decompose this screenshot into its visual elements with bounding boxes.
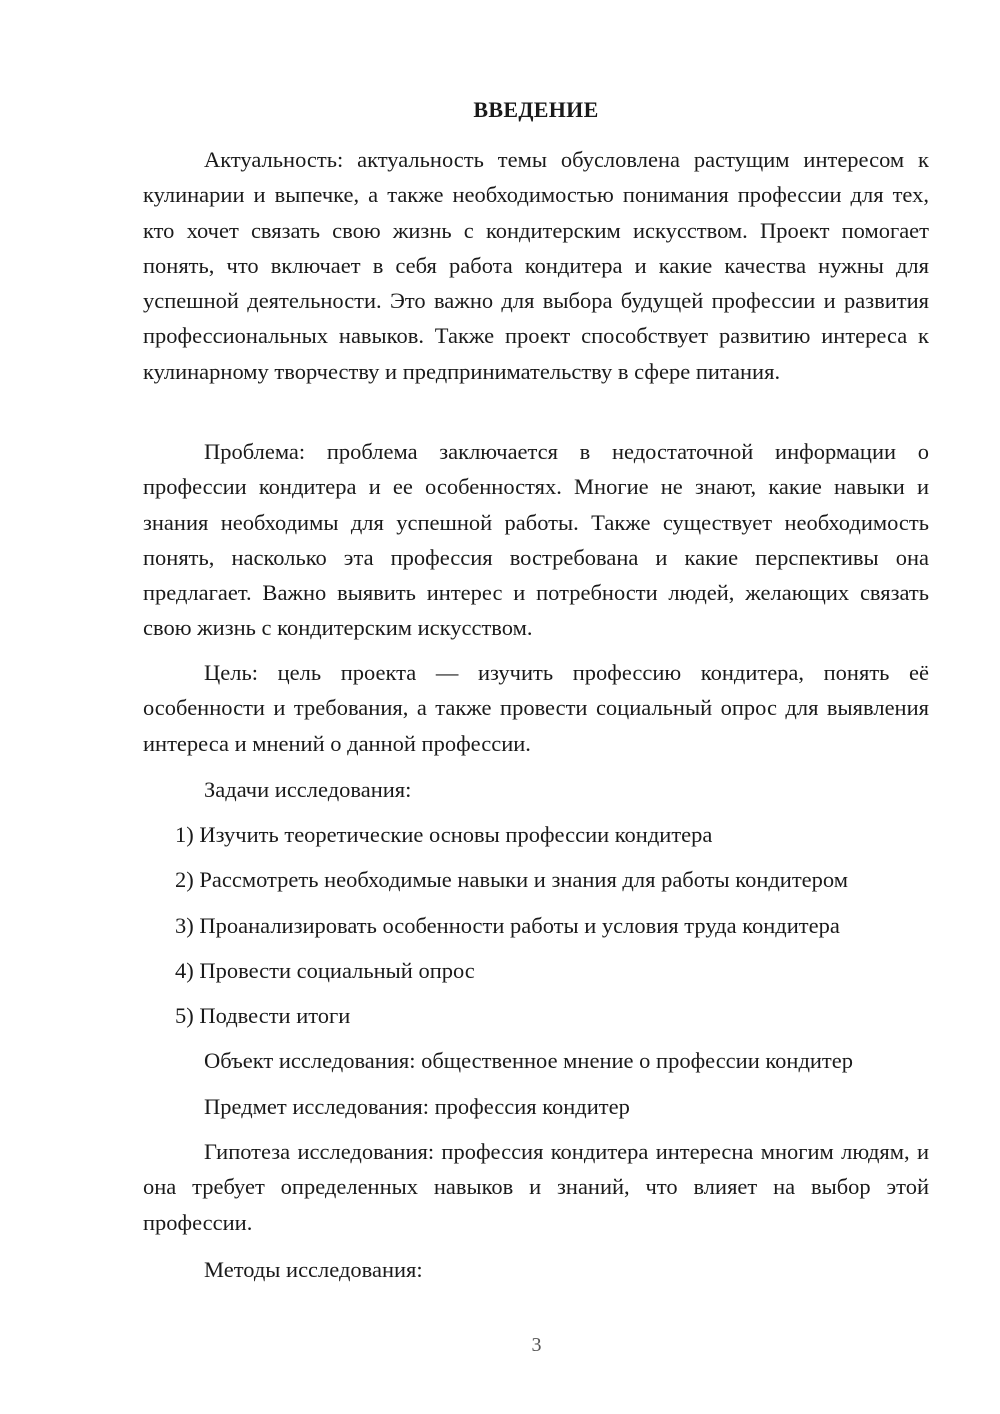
- task-item: 5) Подвести итоги: [175, 1003, 351, 1028]
- relevance-paragraph: Актуальность: актуальность темы обусловлена растущим интересом к кулинарии и выпечке, а также необходимостью понимания профессии для тех, кто хочет связать свою жизнь с кондитерским искусством. Проект помогает понять, что включает в себя работа кондитера и какие качества нужны для успешной деятельности. Это важно для выбора будущей профессии и развития профессиональных навыков. Также проект способствует развитию интереса к кулинарному творчеству и предпринимательству в сфере питания.: [143, 147, 929, 384]
- tasks-heading: Задачи исследования:: [204, 777, 412, 802]
- problem-paragraph: Проблема: проблема заключается в недостаточной информации о профессии кондитера и ее особенностях. Многие не знают, какие навыки и знания необходимы для успешной работы. Также существует необходимость понять, насколько эта профессия востребована и какие перспективы она предлагает. Важно выявить интерес и потребности людей, желающих связать свою жизнь с кондитерским искусством.: [143, 439, 929, 641]
- goal-paragraph: Цель: цель проекта — изучить профессию кондитера, понять её особенности и требования, а также провести социальный опрос для выявления интереса и мнений о данной профессии.: [143, 660, 929, 756]
- task-item: 4) Провести социальный опрос: [175, 958, 475, 983]
- research-subject: Предмет исследования: профессия кондитер: [204, 1094, 630, 1119]
- section-heading: ВВЕДЕНИЕ: [473, 97, 599, 122]
- research-object: Объект исследования: общественное мнение о профессии кондитер: [204, 1048, 854, 1073]
- methods-heading: Методы исследования:: [204, 1257, 423, 1282]
- task-item: 3) Проанализировать особенности работы и условия труда кондитера: [175, 913, 840, 938]
- hypothesis-paragraph: Гипотеза исследования: профессия кондитера интересна многим людям, и она требует определенных навыков и знаний, что влияет на выбор этой профессии.: [143, 1139, 929, 1235]
- task-item: 2) Рассмотреть необходимые навыки и знания для работы кондитером: [175, 867, 848, 892]
- task-item: 1) Изучить теоретические основы профессии кондитера: [175, 822, 713, 847]
- page-number: 3: [531, 1334, 542, 1356]
